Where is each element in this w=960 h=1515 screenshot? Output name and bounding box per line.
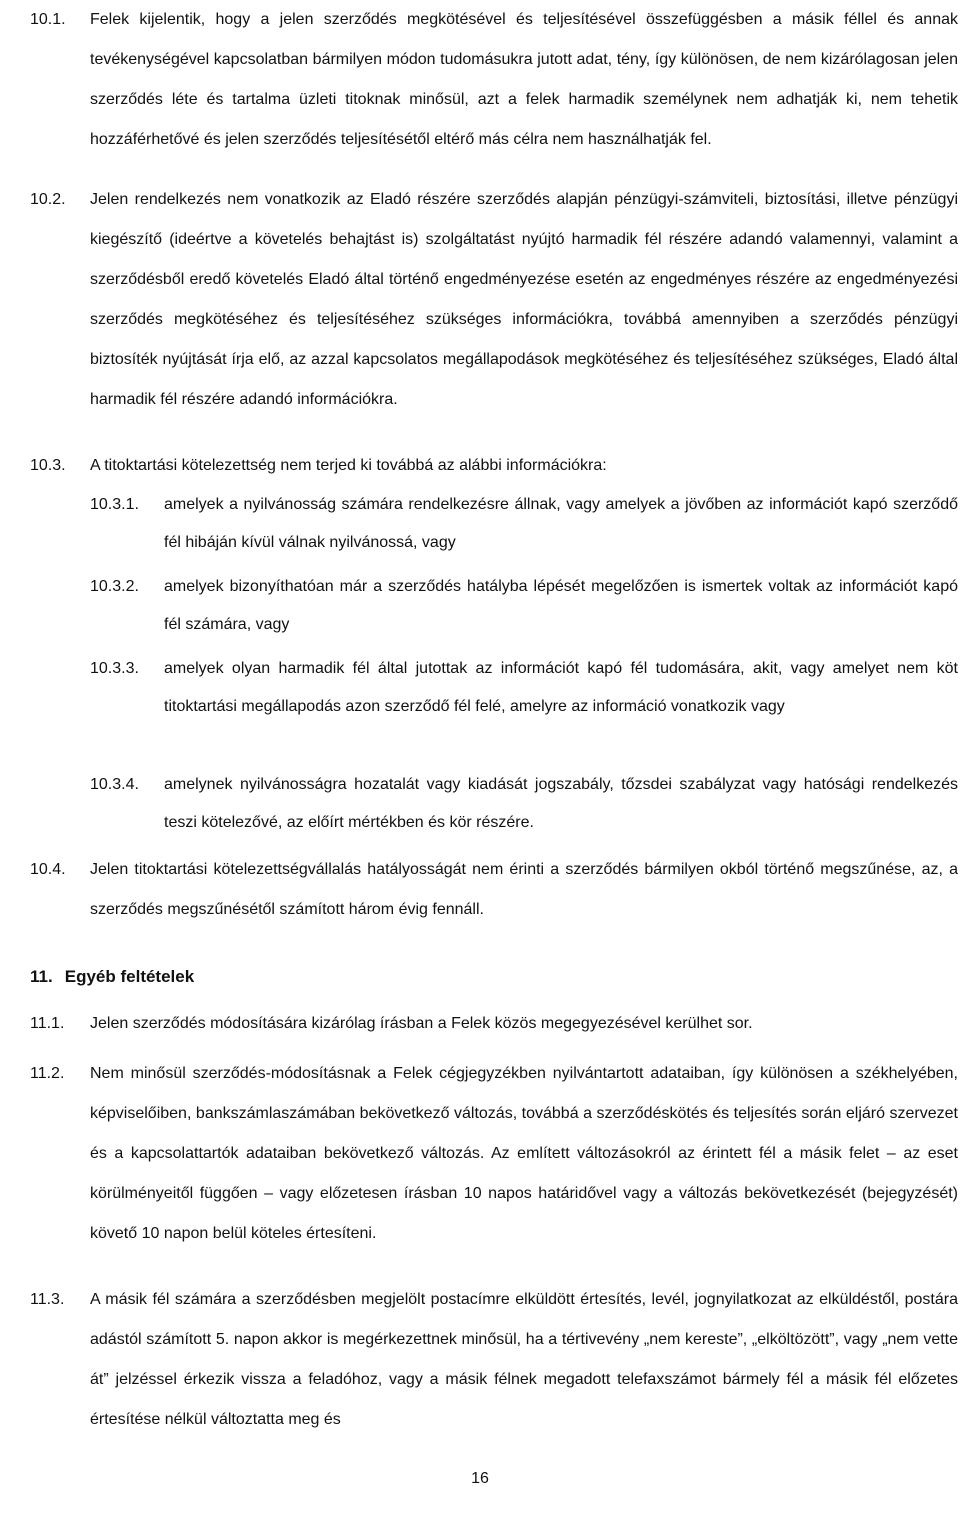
section-text: amelyek olyan harmadik fél által jutottak az információt kapó fél tudomására, akit, vagy amelyet nem köt titoktartási megállapodás azon szerződő fél felé, amelyre az információ vonatkozik vagy	[164, 660, 958, 715]
section-number: 10.1.	[30, 11, 66, 28]
section-10-3-3	[90, 650, 958, 726]
section-11-2	[30, 1054, 958, 1254]
section-10-1	[30, 0, 958, 160]
section-text: A másik fél számára a szerződésben megjelölt postacímre elküldött értesítés, levél, jognyilatkozat az elküldéstől, postára adástól számított 5. napon akkor is megérkezettnek minősül, ha a tértivevény „nem kereste”, „elköltözött”, vagy „nem vette át” jelzéssel érkezik vissza a feladóhoz, vagy a másik félnek megadott telefaxszámot bármely fél a másik fél előzetes értesítése nélkül változtatta meg és	[90, 1291, 958, 1428]
section-number: 10.2.	[30, 191, 66, 208]
heading-title: Egyéb feltételek	[64, 967, 195, 986]
section-text: amelyek a nyilvánosság számára rendelkezésre állnak, vagy amelyek a jövőben az információt kapó szerződő fél hibáján kívül válnak nyilvánossá, vagy	[164, 496, 958, 551]
section-text: Felek kijelentik, hogy a jelen szerződés megkötésével és teljesítésével összefüggésben a másik féllel és annak tevékenységével kapcsolatban bármilyen módon tudomásukra jutott adat, tény, így különösen, de nem kizárólagosan jelen szerződés léte és tartalma üzleti titoknak minősül, azt a felek harmadik személynek nem adhatják ki, nem tehetik hozzáférhetővé és jelen szerződés teljesítésétől eltérő más célra nem használhatják fel.	[90, 11, 958, 148]
section-heading-11	[30, 962, 194, 992]
section-10-3	[30, 446, 958, 486]
section-10-3-2	[90, 568, 958, 644]
section-number: 10.3.3.	[90, 660, 139, 677]
section-number: 10.4.	[30, 861, 66, 878]
section-number: 10.3.4.	[90, 776, 139, 793]
section-11-1	[30, 1004, 958, 1044]
section-number: 11.2.	[30, 1065, 65, 1082]
section-text: amelyek bizonyíthatóan már a szerződés hatályba lépését megelőzően is ismertek voltak az információt kapó fél számára, vagy	[164, 578, 958, 633]
section-10-4	[30, 850, 958, 930]
page-number: 16	[471, 1470, 489, 1487]
section-text: Jelen szerződés módosítására kizárólag írásban a Felek közös megegyezésével kerülhet sor.	[90, 1015, 753, 1032]
section-text: Nem minősül szerződés-módosításnak a Felek cégjegyzékben nyilvántartott adataiban, így különösen a székhelyében, képviselőiben, bankszámlaszámában bekövetkező változás, továbbá a szerződéskötés és teljesítés során eljáró szervezet és a kapcsolattartók adataiban bekövetkező változás. Az említett változásokról az érintett fél a másik felet – az eset körülményeitől függően – vagy előzetesen írásban 10 napos határidővel vagy a változás bekövetkezését (bejegyzését) követő 10 napon belül köteles értesíteni.	[90, 1065, 958, 1242]
section-number: 11.1.	[30, 1015, 65, 1032]
section-10-3-4	[90, 766, 958, 842]
section-10-2	[30, 180, 958, 420]
section-10-3-1	[90, 486, 958, 562]
heading-number: 11.	[30, 967, 53, 986]
section-11-3	[30, 1280, 958, 1440]
section-number: 11.3.	[30, 1291, 65, 1308]
section-text: amelynek nyilvánosságra hozatalát vagy kiadását jogszabály, tőzsdei szabályzat vagy hatósági rendelkezés teszi kötelezővé, az előírt mértékben és kör részére.	[164, 776, 958, 831]
section-number: 10.3.1.	[90, 496, 139, 513]
section-text: Jelen rendelkezés nem vonatkozik az Eladó részére szerződés alapján pénzügyi-számviteli, biztosítási, illetve pénzügyi kiegészítő (ideértve a követelés behajtást is) szolgáltatást nyújtó harmadik fél részére adandó valamennyi, valamint a szerződésből eredő követelés Eladó által történő engedményezése esetén az engedményes részére az engedményezési szerződés megkötéséhez és teljesítéséhez szükséges információkra, továbbá amennyiben a szerződés pénzügyi biztosíték nyújtását írja elő, az azzal kapcsolatos megállapodások megkötéséhez és teljesítéséhez szükséges, Eladó által harmadik fél részére adandó információkra.	[90, 191, 958, 408]
section-number: 10.3.2.	[90, 578, 139, 595]
section-text: Jelen titoktartási kötelezettségvállalás hatályosságát nem érinti a szerződés bármilyen okból történő megszűnése, az, a szerződés megszűnésétől számított három évig fennáll.	[90, 861, 958, 918]
section-text: A titoktartási kötelezettség nem terjed ki továbbá az alábbi információkra:	[90, 457, 607, 474]
section-number: 10.3.	[30, 457, 66, 474]
